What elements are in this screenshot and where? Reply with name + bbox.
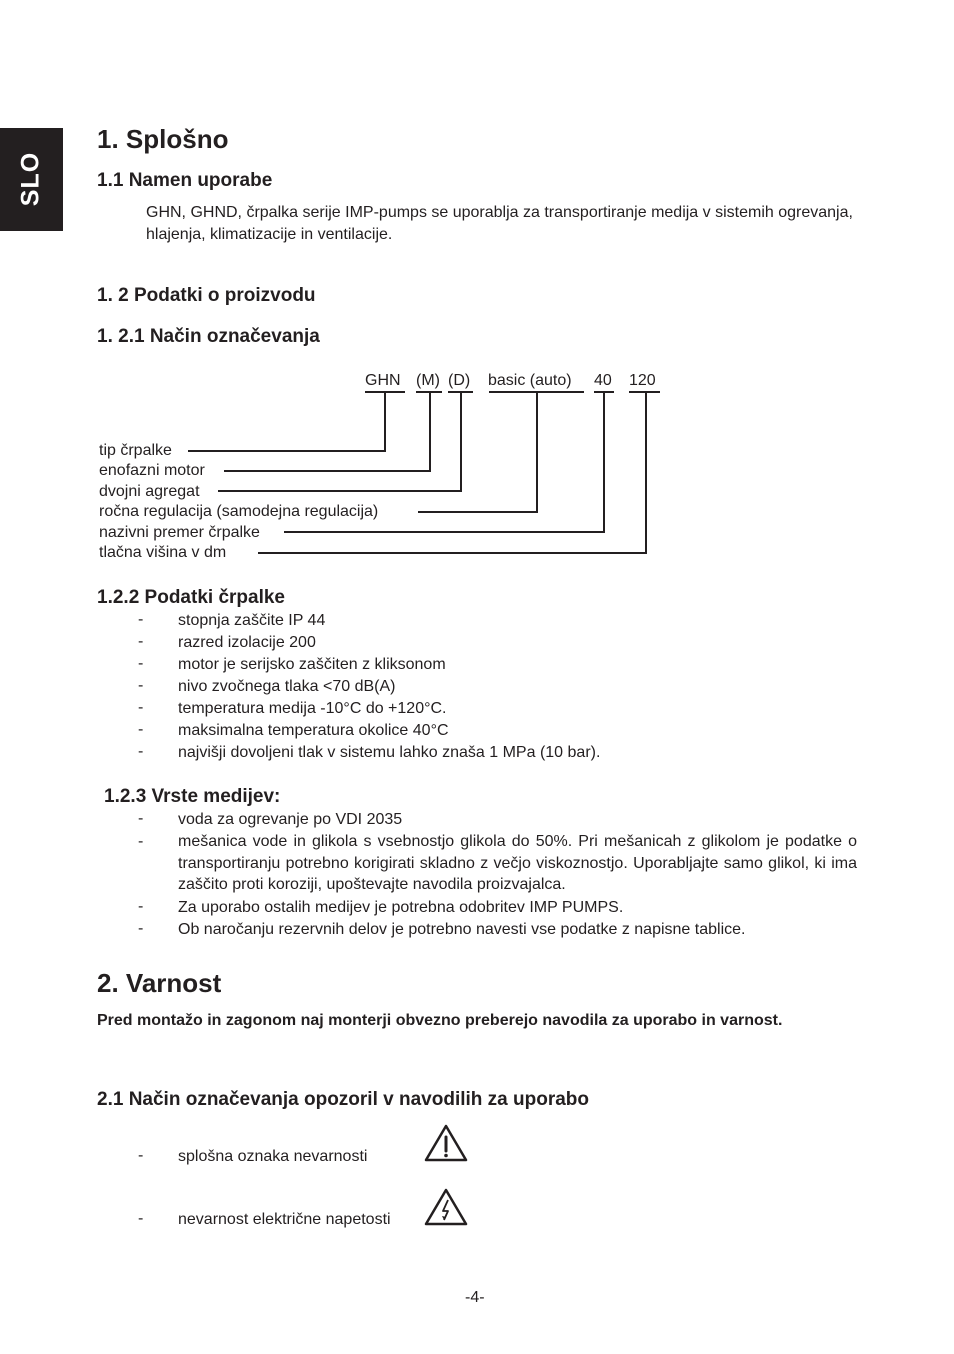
label-pressure-head: tlačna višina v dm (99, 544, 227, 561)
list-dash: - (138, 1210, 144, 1227)
section-2-title: 2. Varnost (97, 968, 222, 998)
leader-line-basic-auto (418, 392, 537, 512)
list-item: Za uporabo ostalih medijev je potrebna odobritev IMP PUMPS. (178, 899, 624, 916)
list-item: Ob naročanju rezervnih delov je potrebno navesti vse podatke z napisne tablice. (178, 921, 746, 938)
leader-line-m (224, 392, 430, 471)
list-dash: - (138, 898, 144, 915)
language-tab (0, 128, 63, 231)
section-1-1-title: 1.1 Namen uporabe (97, 170, 273, 191)
list-dash: - (138, 699, 144, 716)
leader-line-120 (258, 392, 646, 553)
section-2-intro: Pred montažo in zagonom naj monterji obvezno preberejo navodila za uporabo in varnost. (97, 1012, 783, 1029)
general-danger-icon (424, 1124, 468, 1162)
designation-diagram (0, 360, 954, 570)
list-dash: - (138, 721, 144, 738)
list-dash: - (138, 633, 144, 650)
leader-line-d (218, 392, 461, 491)
list-item: nivo zvočnega tlaka <70 dB(A) (178, 678, 396, 695)
list-item: stopnja zaščite IP 44 (178, 612, 326, 629)
list-dash: - (138, 833, 144, 850)
code-120: 120 (629, 372, 656, 389)
label-nominal-diameter: nazivni premer črpalke (99, 524, 260, 541)
section-1-2-3-title: 1.2.3 Vrste medijev: (104, 786, 281, 807)
code-ghn: GHN (365, 372, 401, 389)
list-item: najvišji dovoljeni tlak v sistemu lahko znaša 1 MPa (10 bar). (178, 744, 601, 761)
leader-line-ghn (188, 392, 385, 451)
code-40: 40 (594, 372, 612, 389)
section-1-1-text: GHN, GHND, črpalka serije IMP-pumps se uporablja za transportiranje medija v sistemih ogrevanja, hlajenja, klimatizacije in ventilacije. (146, 204, 853, 243)
list-dash: - (138, 677, 144, 694)
label-regulation: ročna regulacija (samodejna regulacija) (99, 503, 379, 520)
section-1-2-title: 1. 2 Podatki o proizvodu (97, 285, 316, 306)
list-item: nevarnost električne napetosti (178, 1211, 391, 1228)
section-1-2-1-title: 1. 2.1 Način označevanja (97, 326, 320, 347)
list-item: maksimalna temperatura okolice 40°C (178, 722, 449, 739)
list-dash: - (138, 810, 144, 827)
list-dash: - (138, 920, 144, 937)
electric-voltage-icon (424, 1188, 468, 1226)
list-dash: - (138, 1147, 144, 1164)
language-tab-label: SLO (16, 151, 45, 207)
code-basic-auto: basic (auto) (488, 372, 572, 389)
code-m: (M) (416, 372, 440, 389)
label-single-phase-motor: enofazni motor (99, 462, 205, 479)
list-item: voda za ogrevanje po VDI 2035 (178, 811, 403, 828)
list-item: temperatura medija -10°C do +120°C. (178, 700, 447, 717)
section-1-title: 1. Splošno (97, 124, 229, 154)
label-twin-unit: dvojni agregat (99, 483, 200, 500)
list-dash: - (138, 655, 144, 672)
code-d: (D) (448, 372, 471, 389)
section-2-1-title: 2.1 Način označevanja opozoril v navodilih za uporabo (97, 1089, 589, 1110)
list-dash: - (138, 611, 144, 628)
page-number: -4- (465, 1289, 485, 1306)
label-pump-type: tip črpalke (99, 442, 172, 459)
list-item: motor je serijsko zaščiten z kliksonom (178, 656, 446, 673)
list-item: splošna oznaka nevarnosti (178, 1148, 368, 1165)
list-item: mešanica vode in glikola s vsebnostjo glikola do 50%. Pri mešanicah z glikolom je podatke o transportiranju potrebno korigirati skladno z večjo viskoznostjo. Uporabljajte samo glikol, ki ima zaščito proti koroziji, upoštevajte navodila proizvajalca. (178, 833, 857, 893)
list-dash: - (138, 743, 144, 760)
list-item: razred izolacije 200 (178, 634, 316, 651)
section-1-2-2-title: 1.2.2 Podatki črpalke (97, 587, 285, 608)
